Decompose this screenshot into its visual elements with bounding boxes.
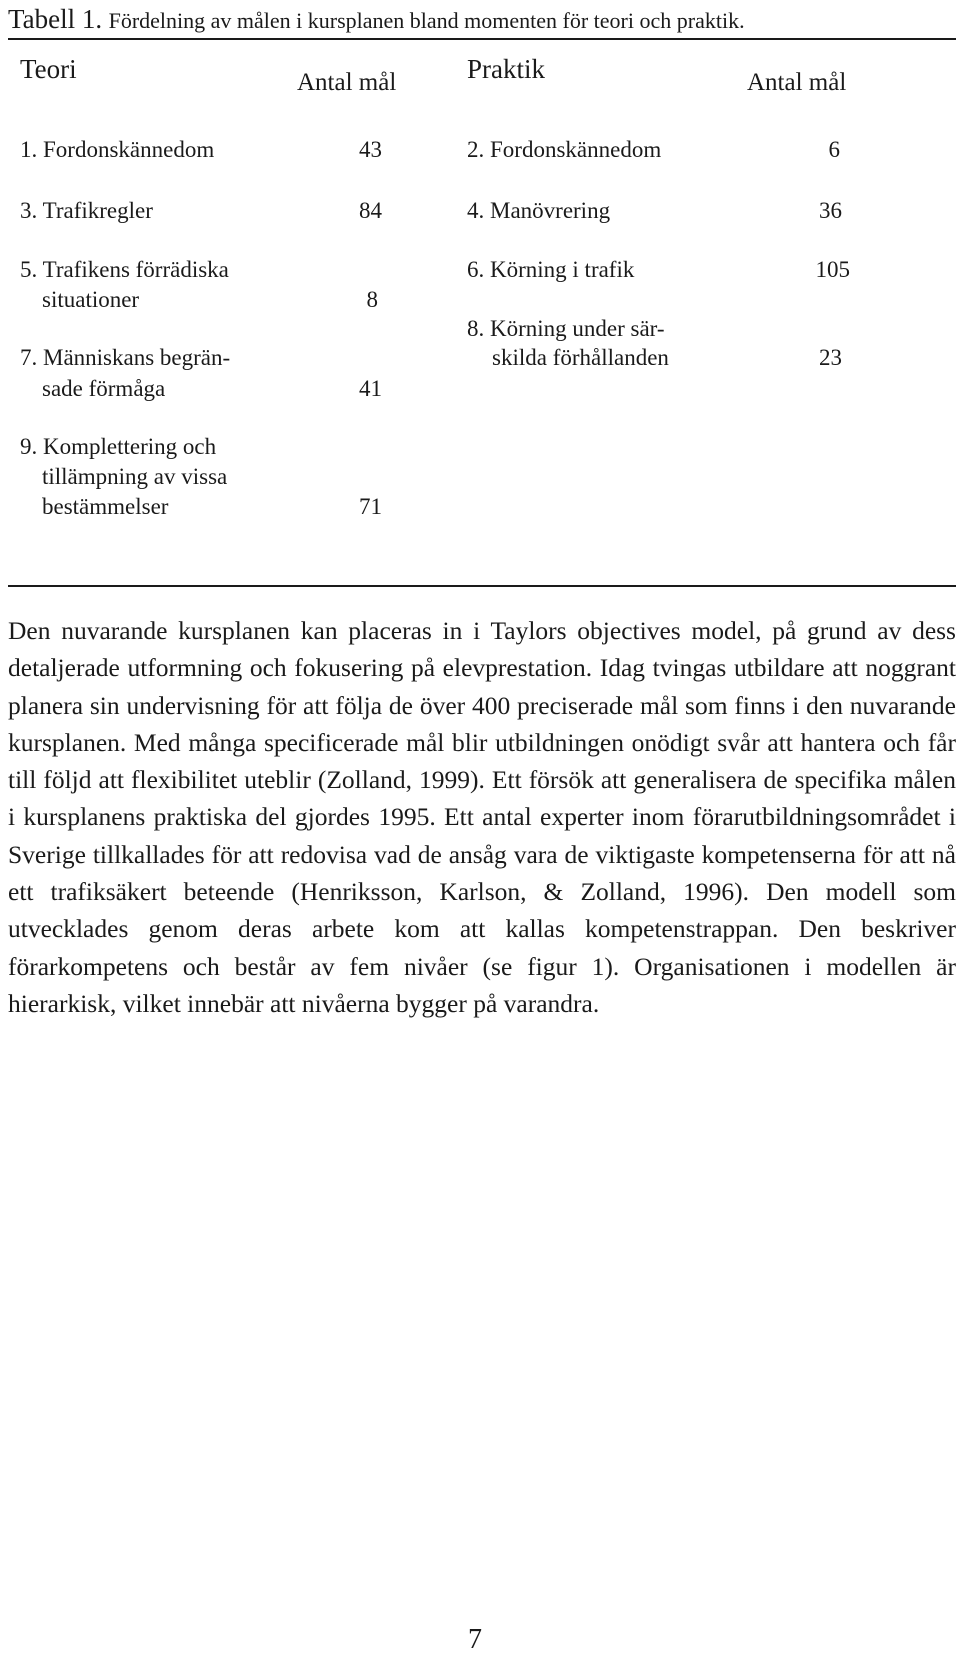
- practice-row-2-count: 36: [819, 198, 842, 223]
- theory-header: Teori: [20, 54, 77, 84]
- theory-row-3-count: 8: [366, 287, 378, 312]
- theory-row-4-label-line-1: 7. Människans begrän-: [20, 345, 231, 370]
- theory-row-2-count: 84: [359, 198, 382, 223]
- practice-row-1-label: 2. Fordonskännedom: [467, 137, 662, 162]
- theory-row-5-label-line-1: 9. Komplettering och: [20, 434, 217, 459]
- theory-row-3-label-line-2: situationer: [42, 287, 140, 312]
- theory-row-5-label-line-2: tillämpning av vissa: [42, 464, 228, 489]
- practice-row-4-label-line-1: 8. Körning under sär-: [467, 316, 665, 341]
- table-top-rule: [8, 38, 956, 40]
- theory-row-2-label: 3. Trafikregler: [20, 198, 153, 223]
- table-caption: [8, 6, 745, 33]
- theory-row-3-label-line-1: 5. Trafikens förrädiska: [20, 257, 229, 282]
- practice-row-1-count: 6: [828, 137, 840, 162]
- theory-row-5-count: 71: [359, 494, 382, 519]
- practice-row-3-count: 105: [815, 257, 850, 282]
- page-number: 7: [468, 1624, 482, 1655]
- table-bottom-rule: [8, 585, 956, 587]
- theory-row-4-count: 41: [359, 376, 382, 401]
- practice-row-4-label-line-2: skilda förhållanden: [492, 345, 669, 370]
- practice-row-3-label: 6. Körning i trafik: [467, 257, 635, 282]
- table-caption-text: Fördelning av målen i kursplanen bland momenten för teori och praktik.: [108, 8, 745, 33]
- theory-count-header: Antal mål: [297, 69, 397, 96]
- table-caption-label: Tabell 1.: [8, 4, 103, 34]
- practice-row-4-count: 23: [819, 345, 842, 370]
- practice-row-2-label: 4. Manövrering: [467, 198, 611, 223]
- theory-row-4-label-line-2: sade förmåga: [42, 376, 166, 401]
- theory-row-1-count: 43: [359, 137, 382, 162]
- practice-header: Praktik: [467, 54, 545, 84]
- body-paragraph: Den nuvarande kursplanen kan placeras in i Taylors objectives model, på grund av dess detaljerade utformning och fokusering på elevprestation. Idag tvingas utbildare att noggrant planera sin undervisning för att följa de över 400 preciserade mål som finns i den nuvarande kursplanen. Med många specificerade mål blir utbildningen onödigt svår att hantera och får till följd att flexibilitet uteblir (Zolland, 1999). Ett försök att generalisera de specifika målen i kursplanens praktiska del gjordes 1995. Ett antal experter inom förarutbildningsområdet i Sverige tillkallades för att redovisa vad de ansåg vara de viktigaste kompetenserna för att nå ett trafiksäkert beteende (Henriksson, Karlson, & Zolland, 1996). Den modell som utvecklades genom deras arbete kom att kallas kompetenstrappan. Den beskriver förarkompetens och består av fem nivåer (se figur 1). Organisationen i modellen är hierarkisk, vilket innebär att nivåerna bygger på varandra.: [8, 616, 956, 1018]
- practice-count-header: Antal mål: [747, 69, 847, 96]
- theory-row-5-label-line-3: bestämmelser: [42, 494, 169, 519]
- theory-row-1-label: 1. Fordonskännedom: [20, 137, 215, 162]
